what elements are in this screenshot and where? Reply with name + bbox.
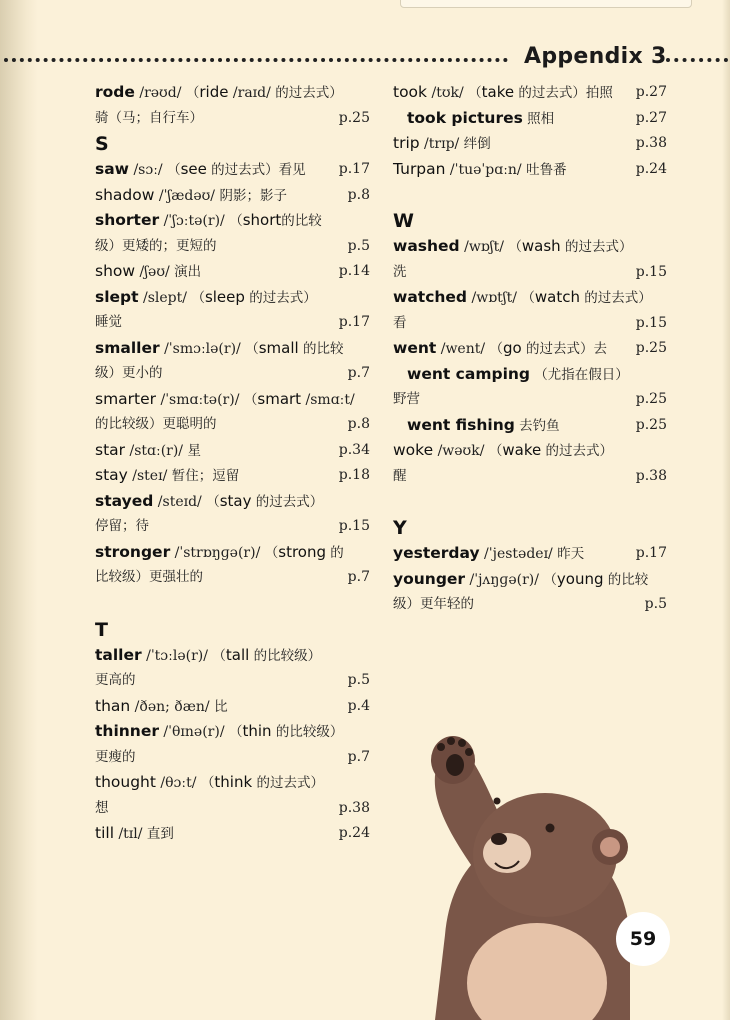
definition-text: 暂住；逗留	[171, 468, 240, 484]
page-reference: p.17	[338, 161, 370, 177]
headword: went camping	[407, 364, 531, 383]
definition-text: 的比较级）	[249, 647, 322, 664]
glossary-entry	[95, 387, 370, 438]
definition-text: 看	[393, 314, 407, 331]
definition-text: 想	[95, 799, 109, 816]
definition-text: 星	[187, 442, 201, 459]
definition-text: strong	[278, 542, 326, 561]
entry-line	[95, 719, 370, 745]
headword: smarter	[95, 389, 157, 408]
bear-illustration	[425, 735, 655, 1020]
glossary-entry	[393, 285, 667, 336]
phonetic: /steɪd/	[153, 493, 207, 510]
page-reference: p.7	[347, 569, 370, 585]
page-reference: p.15	[635, 263, 667, 280]
definition-text: （	[206, 493, 220, 510]
glossary-entry	[95, 259, 370, 285]
entry-line	[95, 310, 370, 336]
glossary-entry	[393, 80, 667, 106]
glossary-entry	[95, 80, 370, 131]
page-reference: p.4	[347, 697, 370, 714]
page-reference: p.24	[338, 825, 370, 841]
headword: stayed	[95, 491, 154, 510]
glossary-entry	[95, 438, 370, 464]
definition-text: （	[521, 290, 535, 306]
phonetic: /ˈʃædəʊ/	[154, 187, 220, 204]
phonetic: /went/	[436, 341, 490, 357]
top-tab	[400, 0, 692, 8]
glossary-entry	[393, 567, 667, 618]
definition-text: watch	[534, 288, 580, 306]
entry-line	[95, 412, 370, 438]
headword: took pictures	[407, 108, 523, 127]
definition-text: 的过去式）	[541, 443, 614, 459]
definition-text: （	[243, 391, 258, 408]
section-letter: T	[95, 618, 108, 641]
glossary-entry	[95, 719, 370, 770]
definition-text: 的比较	[281, 213, 322, 229]
definition-text: 照相	[522, 110, 555, 127]
headword: rode	[95, 83, 135, 101]
entry-line	[95, 770, 370, 796]
entry-line	[393, 464, 667, 490]
entry-line	[95, 259, 370, 285]
phonetic: /trɪp/	[419, 136, 464, 152]
definition-text: （	[264, 544, 279, 561]
entry-line	[393, 285, 667, 311]
phonetic: /ˈtuəˈpɑːn/	[445, 161, 527, 178]
entry-line	[393, 336, 667, 362]
phonetic: /wɒtʃt/	[467, 290, 522, 306]
glossary-entry	[393, 131, 667, 157]
entry-line	[95, 80, 370, 106]
headword: show	[95, 262, 136, 280]
definition-text: sleep	[204, 287, 245, 306]
definition-text: （	[508, 239, 522, 255]
definition-text: （尤指在假日）	[530, 366, 629, 383]
page-reference: p.17	[635, 545, 667, 561]
phonetic: /sɔː/	[129, 162, 168, 178]
definition-text: 醒	[393, 467, 407, 484]
definition-text: 的过去式）	[251, 493, 324, 510]
entry-line	[393, 362, 667, 388]
entry-line	[95, 336, 370, 362]
entry-line	[95, 361, 370, 387]
page-reference: p.7	[347, 748, 370, 765]
glossary-entry	[95, 540, 370, 591]
definition-text: （	[212, 647, 226, 664]
phonetic: /smɑːt/	[301, 391, 355, 408]
headword: yesterday	[393, 544, 480, 562]
glossary-entry	[393, 413, 667, 439]
glossary-entry	[95, 489, 370, 540]
entry-line	[95, 157, 370, 183]
definition-text: 的过去式）	[560, 239, 633, 255]
definition-text: small	[258, 338, 299, 357]
glossary-entry	[393, 541, 667, 567]
page-reference: p.5	[644, 596, 667, 612]
definition-text: 绊倒	[463, 136, 491, 152]
definition-text: 阴影；影子	[219, 187, 287, 204]
definition-text: （	[185, 85, 200, 101]
section-gap	[393, 489, 667, 515]
entry-line	[393, 567, 667, 593]
phonetic: /ðən; ðæn/	[130, 698, 215, 715]
entry-line	[393, 80, 667, 106]
glossary-entry	[95, 183, 370, 209]
glossary-entry	[95, 821, 370, 847]
definition-text: （	[200, 775, 215, 791]
entry-line	[393, 438, 667, 464]
entry-line	[95, 643, 370, 669]
definition-text: 骑（马；自行车）	[95, 109, 203, 126]
definition-text: 级）更小的	[95, 365, 163, 381]
page-edge	[722, 0, 730, 1020]
page-reference: p.18	[338, 467, 370, 483]
definition-text: 比	[214, 698, 228, 715]
phonetic: /steɪ/	[127, 468, 172, 484]
headword: till	[95, 824, 114, 842]
entry-line	[95, 387, 370, 413]
page-reference: p.7	[347, 365, 370, 381]
entry-line	[95, 668, 370, 694]
phonetic: /ˈsmɔːlə(r)/	[159, 340, 246, 357]
definition-text: 比较级）更强壮的	[95, 569, 203, 585]
page-reference: p.27	[635, 84, 667, 100]
headword: shadow	[95, 185, 155, 204]
definition-text: 的过去式）	[579, 290, 652, 306]
definition-text: thin	[242, 722, 272, 740]
definition-text: young	[556, 569, 604, 588]
section-gap	[393, 182, 667, 208]
definition-text: stay	[219, 491, 252, 510]
page-reference: p.17	[338, 314, 370, 330]
appendix-title: Appendix 3	[524, 44, 667, 69]
page-reference: p.25	[635, 391, 667, 407]
headword: thought	[95, 773, 156, 791]
headword: than	[95, 696, 131, 715]
definition-text: 的过去式）	[252, 775, 324, 791]
page-reference: p.5	[347, 237, 370, 254]
page-reference: p.25	[338, 109, 370, 126]
glossary-entry	[393, 234, 667, 285]
glossary-entry	[95, 208, 370, 259]
headword: slept	[95, 287, 139, 306]
definition-text: 的比较	[603, 571, 649, 588]
definition-text: 级）更年轻的	[393, 596, 474, 612]
right-column	[393, 80, 667, 618]
entry-line	[393, 311, 667, 337]
definition-text: （	[245, 340, 259, 357]
glossary-entry	[95, 643, 370, 694]
definition-text: see	[180, 160, 207, 178]
glossary-entry	[95, 157, 370, 183]
headword: went fishing	[407, 415, 515, 434]
page-reference: p.25	[635, 416, 667, 433]
entry-line	[95, 540, 370, 566]
definition-text: tall	[225, 645, 250, 664]
dotted-rule-left	[4, 58, 508, 62]
headword: went	[393, 339, 437, 357]
definition-text: 昨天	[557, 546, 585, 562]
glossary-entry	[95, 336, 370, 387]
definition-text: 的过去式）去	[521, 341, 608, 357]
glossary-entry	[95, 694, 370, 720]
page-reference: p.15	[635, 314, 667, 331]
headword: stay	[95, 466, 128, 484]
definition-text: 的过去式）看见	[206, 162, 306, 178]
definition-text: 洗	[393, 263, 407, 280]
page-reference: p.14	[338, 263, 370, 279]
entry-line	[393, 413, 667, 439]
phonetic: /wɒʃt/	[459, 239, 509, 255]
definition-text: （	[543, 571, 557, 588]
entry-line	[95, 796, 370, 822]
phonetic: /ˈstrɒŋɡə(r)/	[170, 544, 265, 561]
page-number: 59	[616, 912, 670, 966]
definition-text: 的比较	[298, 340, 344, 357]
entry-line	[95, 285, 370, 311]
entry-line	[95, 234, 370, 260]
glossary-entry	[393, 336, 667, 362]
page-reference: p.38	[338, 799, 370, 816]
entry-line	[95, 565, 370, 591]
glossary-entry	[95, 463, 370, 489]
section-letter: Y	[393, 517, 407, 539]
headword: shorter	[95, 211, 160, 229]
entry-line	[393, 106, 667, 132]
phonetic: /ˈjestədeɪ/	[479, 546, 558, 562]
page-reference: p.8	[347, 416, 370, 432]
phonetic: /wəʊk/	[433, 443, 489, 459]
phonetic: /ˈθɪnə(r)/	[158, 724, 229, 740]
entry-line	[393, 541, 667, 567]
glossary-entry	[95, 770, 370, 821]
definition-text: 停留；待	[95, 518, 149, 534]
definition-text: 更瘦的	[95, 748, 136, 765]
definition-text: wake	[502, 441, 542, 459]
phonetic: /θɔːt/	[155, 775, 201, 791]
definition-text: go	[503, 339, 522, 357]
page-reference: p.8	[347, 186, 370, 203]
definition-text: 的比较级）更聪明的	[95, 416, 217, 432]
phonetic: /raɪd/	[228, 85, 276, 101]
section-letter: W	[393, 210, 414, 232]
entry-line	[393, 234, 667, 260]
definition-text: （	[489, 341, 504, 357]
definition-text: 演出	[174, 264, 202, 280]
definition-text: short	[242, 211, 282, 229]
appendix-header	[0, 44, 730, 74]
phonetic: /ʃəʊ/	[135, 264, 175, 280]
left-column	[95, 80, 370, 847]
page-reference: p.25	[635, 340, 667, 356]
entry-line	[95, 106, 370, 132]
book-gutter-shadow	[0, 0, 38, 1020]
page-reference: p.15	[338, 518, 370, 534]
phonetic: /slept/	[138, 289, 192, 306]
entry-line	[393, 387, 667, 413]
phonetic: /ˈʃɔːtə(r)/	[159, 213, 230, 229]
headword: saw	[95, 160, 130, 178]
entry-line	[393, 157, 667, 183]
definition-text: 的过去式）拍照	[514, 85, 613, 101]
page-reference: p.38	[635, 467, 667, 484]
definition-text: smart	[257, 389, 302, 408]
entry-line	[95, 821, 370, 847]
glossary-entry	[95, 285, 370, 336]
phonetic: /ˈjʌŋɡə(r)/	[465, 571, 544, 588]
definition-text: （	[229, 213, 243, 229]
headword: smaller	[95, 338, 160, 357]
page-reference: p.5	[347, 672, 370, 688]
phonetic: /ˈtɔːlə(r)/	[141, 647, 213, 664]
glossary-entry	[393, 438, 667, 489]
entry-line	[95, 438, 370, 464]
definition-text: 级）更矮的；更短的	[95, 237, 217, 254]
phonetic: /rəʊd/	[134, 85, 186, 101]
definition-text: （	[167, 162, 181, 178]
definition-text: （	[191, 289, 205, 306]
section-letter: S	[95, 133, 109, 155]
entry-line	[393, 592, 667, 618]
definition-text: 野营	[393, 391, 420, 407]
entry-line	[95, 463, 370, 489]
phonetic: /tɪl/	[114, 826, 147, 842]
definition-text: （	[488, 443, 503, 459]
page-reference: p.24	[635, 160, 667, 177]
headword: taller	[95, 645, 142, 664]
entry-line	[95, 489, 370, 515]
definition-text: think	[214, 773, 253, 791]
page-reference: p.38	[635, 135, 667, 151]
glossary-entry	[393, 106, 667, 132]
definition-text: 的	[326, 544, 344, 561]
definition-text: 直到	[146, 826, 174, 842]
definition-text: 吐鲁番	[526, 161, 567, 178]
definition-text: 的过去式）	[244, 289, 317, 306]
phonetic: /tʊk/	[427, 85, 469, 101]
definition-text: 睡觉	[95, 314, 122, 330]
entry-line	[95, 514, 370, 540]
phonetic: /ˈsmɑːtə(r)/	[156, 391, 244, 408]
headword: trip	[393, 134, 420, 152]
definition-text: 的比较级）	[271, 724, 344, 740]
definition-text: 去钓鱼	[514, 417, 560, 434]
definition-text: take	[481, 83, 515, 101]
headword: took	[393, 83, 428, 101]
headword: younger	[393, 569, 466, 588]
definition-text: 的过去式）	[275, 85, 343, 101]
glossary-entry	[393, 362, 667, 413]
headword: washed	[393, 237, 460, 255]
headword: thinner	[95, 722, 159, 740]
headword: woke	[393, 441, 434, 459]
definition-text: （	[468, 85, 482, 101]
glossary-entry	[393, 157, 667, 183]
entry-line	[95, 745, 370, 771]
entry-line	[393, 260, 667, 286]
definition-text: 更高的	[95, 672, 136, 688]
headword: Turpan	[393, 159, 446, 178]
definition-text: ride	[199, 83, 229, 101]
page-reference: p.27	[635, 109, 667, 126]
headword: stronger	[95, 542, 171, 561]
entry-line	[393, 131, 667, 157]
page-reference: p.34	[338, 441, 370, 458]
entry-line	[95, 208, 370, 234]
phonetic: /stɑː(r)/	[125, 442, 188, 459]
entry-line	[95, 183, 370, 209]
entry-line	[95, 694, 370, 720]
headword: star	[95, 440, 126, 459]
dotted-rule-right	[666, 58, 728, 62]
definition-text: wash	[521, 237, 561, 255]
definition-text: （	[229, 724, 243, 740]
headword: watched	[393, 288, 468, 306]
section-gap	[95, 591, 370, 617]
